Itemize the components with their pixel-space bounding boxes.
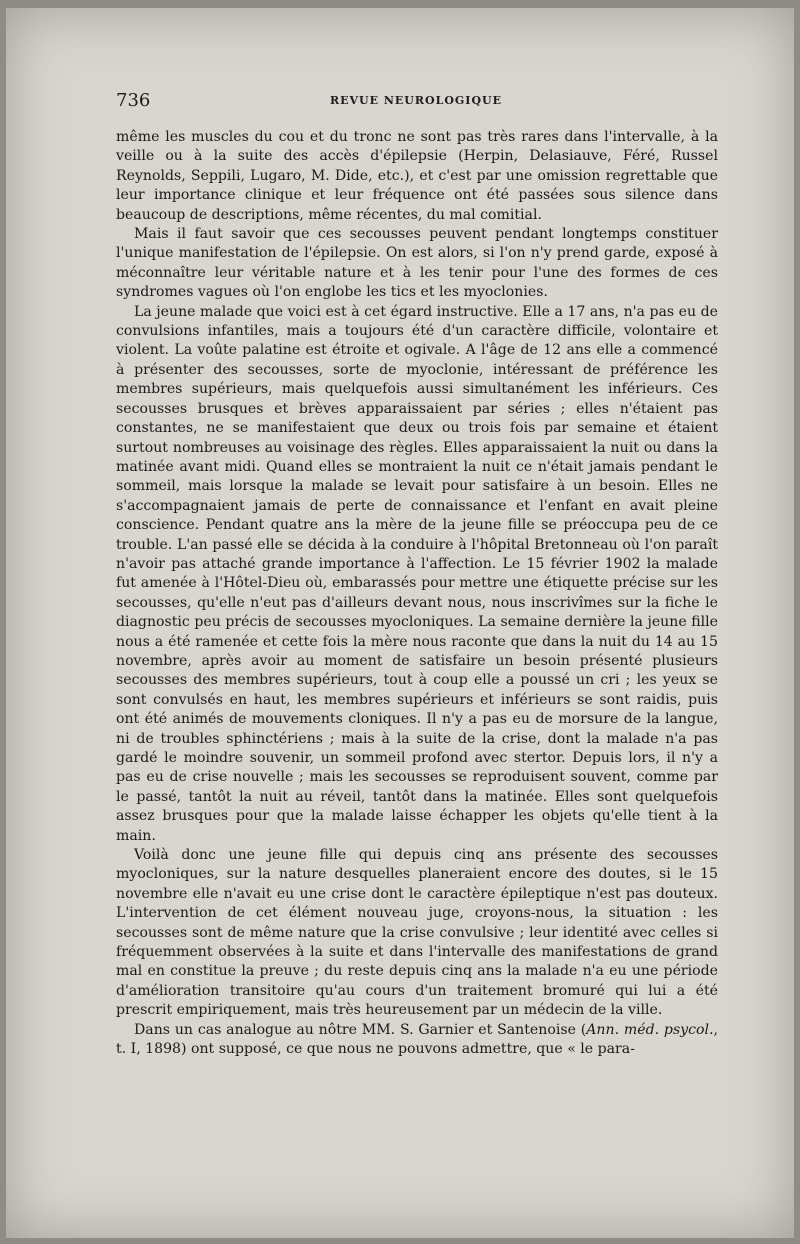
paragraph: même les muscles du cou et du tronc ne sont pas très rares dans l'intervalle, à la veille ou à la suite des accès d'épilepsie (Herpin, Delasiauve, Féré, Russel Reynolds, Seppili, Lugaro, M. Dide, etc.), et c'est par une omission regrettable que leur importance clinique et leur fréquence ont été passées sous silence dans beaucoup de descriptions, même récentes, du mal comitial. (116, 129, 718, 223)
paragraph: Voilà donc une jeune fille qui depuis cinq ans présente des secousses myocloniques, sur la nature desquelles planeraient encore des doutes, si le 15 novembre elle n'avait eu une crise dont le caractère épileptique n'est pas douteux. L'intervention de cet élément nouveau juge, croyons-nous, la situation : les secousses sont de même nature que la crise convulsive ; leur identité avec celles si fréquemment observées à la suite et dans l'intervalle des manifestations de grand mal en constitue la preuve ; du reste depuis cinq ans la malade n'a eu une période d'amélioration transitoire qu'au cours d'un traitement bromuré qui lui a été prescrit empiriquement, mais très heureusement par un médecin de la ville. (116, 847, 718, 1019)
article-body (116, 128, 718, 1060)
paragraph: La jeune malade que voici est à cet égard instructive. Elle a 17 ans, n'a pas eu de convulsions infantiles, mais a toujours été d'un caractère difficile, volontaire et violent. La voûte palatine est étroite et ogivale. A l'âge de 12 ans elle a commencé à présenter des secousses, sorte de myoclonie, intéressant de préférence les membres supérieurs, mais quelquefois aussi simultanément les inférieurs. Ces secousses brusques et brèves apparaissaient par séries ; elles n'étaient pas constantes, ne se manifestaient que deux ou trois fois par semaine et étaient surtout nombreuses au voisinage des règles. Elles apparaissaient la nuit ou dans la matinée avant midi. Quand elles se montraient la nuit ce n'était jamais pendant le sommeil, mais lorsque la malade se levait pour satisfaire à un besoin. Elles ne s'accompagnaient jamais de perte de connaissance et l'enfant en avait pleine conscience. Pendant quatre ans la mère de la jeune fille se préoccupa peu de ce trouble. L'an passé elle se décida à la conduire à l'hôpital Bretonneau où l'on paraît n'avoir pas attaché grande importance à l'affection. Le 15 février 1902 la malade fut amenée à l'Hôtel-Dieu où, embarassés pour mettre une étiquette précise sur les secousses, qu'elle n'eut pas d'ailleurs devant nous, nous inscrivîmes sur la fiche le diagnostic peu précis de secousses myocloniques. La semaine dernière la jeune fille nous a été ramenée et cette fois la mère nous raconte que dans la nuit du 14 au 15 novembre, après avoir au moment de satisfaire un besoin présenté plusieurs secousses des membres supérieurs, tout à coup elle a poussé un cri ; les yeux se sont convulsés en haut, les membres supérieurs et inférieurs se sont raidis, puis ont été animés de mouvements cloniques. Il n'y a pas eu de morsure de la langue, ni de troubles sphinctériens ; mais à la suite de la crise, dont la malade n'a pas gardé le moindre souvenir, un sommeil profond avec stertor. Depuis lors, il n'y a pas eu de crise nouvelle ; mais les secousses se reproduisent souvent, comme par le passé, tantôt la nuit au réveil, tantôt dans la matinée. Elles sont quelquefois assez brusques pour que la malade laisse échapper les objets qu'elle tient à la main. (116, 303, 718, 844)
paragraph: Mais il faut savoir que ces secousses peuvent pendant longtemps constituer l'unique manifestation de l'épilepsie. On est alors, si l'on n'y prend garde, exposé à méconnaître leur véritable nature et à les tenir pour l'une des formes de ces syndromes vagues où l'on englobe les tics et les myoclonies. (116, 226, 718, 301)
citation: Ann. méd. psycol. (586, 1021, 714, 1038)
running-title: REVUE NEUROLOGIQUE (329, 94, 503, 107)
scanned-page (6, 8, 794, 1238)
text-run: Dans un cas analogue au nôtre MM. S. Garnier et Santenoise ( (134, 1021, 587, 1038)
page-number: 736 (116, 90, 151, 111)
page-header (116, 88, 716, 116)
text-run: , t. I, 1898) ont supposé, ce que nous ne pouvons admettre, que « le para- (116, 1021, 718, 1058)
paragraph-last (116, 1021, 718, 1060)
